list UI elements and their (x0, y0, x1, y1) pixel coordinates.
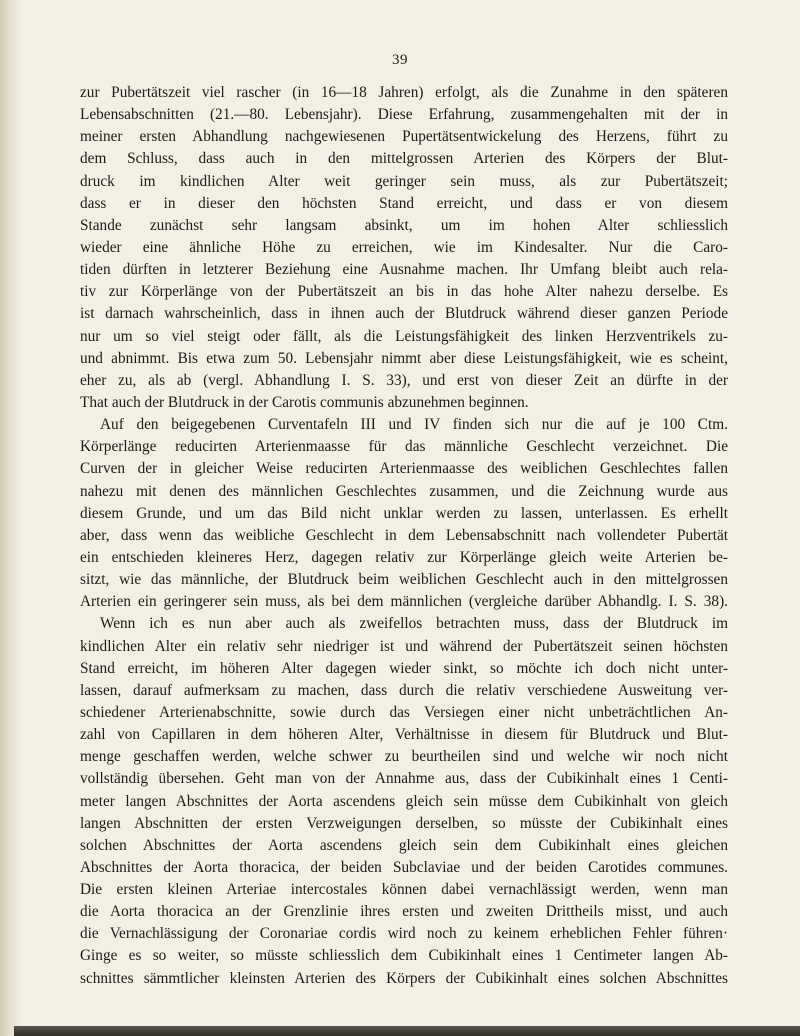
text-line: Wenn ich es nun aber auch als zweifellos betrachten muss, dass der Blutdruck im (100, 615, 728, 633)
text-line: zahl von Capillaren in dem höheren Alter, Verhältnisse in diesem für Blutdruck und Blut- (80, 726, 728, 744)
text-line: nahezu mit denen des männlichen Geschlechtes zusammen, und die Zeichnung wurde aus (80, 482, 728, 500)
page-bottom-edge (14, 1026, 800, 1036)
text-line: Stande zunächst sehr langsam absinkt, um im hohen Alter schliesslich (80, 216, 728, 234)
text-line: Stand erreicht, im höheren Alter dagegen wieder sinkt, so möchte ich doch nicht unter- (80, 659, 728, 677)
text-line: Die ersten kleinen Arteriae intercostales können dabei vernachlässigt werden, wenn man (80, 881, 728, 899)
body-text (80, 82, 728, 990)
text-line: die Aorta thoracica an der Grenzlinie ihres ersten und zweiten Drittheils misst, und auch (80, 903, 728, 921)
text-line: schiedener Arterienabschnitte, sowie durch das Versiegen einer nicht unbeträchtlichen An- (80, 703, 728, 721)
text-line: kindlichen Alter ein relativ sehr niedriger ist und während der Pubertätszeit seinen höchsten (80, 637, 728, 655)
text-line: langen Abschnitten der ersten Verzweigungen derselben, so müsste der Cubikinhalt eines (80, 814, 728, 832)
text-line: aber, dass wenn das weibliche Geschlecht in dem Lebensabschnitt nach vollendeter Pubertät (80, 526, 728, 544)
page-gutter-shadow (0, 0, 22, 1036)
text-line: ein entschieden kleineres Herz, dagegen relativ zur Körperlänge gleich weite Arterien be- (80, 548, 728, 566)
text-line: schnittes sämmtlicher kleinsten Arterien des Körpers der Cubikinhalt eines solchen Abschnittes (80, 969, 728, 987)
text-line: Arterien ein geringerer sein muss, als bei dem männlichen (vergleiche darüber Abhandlg. I. S. 38). (80, 593, 728, 611)
text-line: Abschnittes der Aorta thoracica, der beiden Subclaviae und der beiden Carotides communes. (80, 858, 728, 876)
text-line: solchen Abschnittes der Aorta ascendens gleich sein dem Cubikinhalt eines gleichen (80, 836, 728, 854)
text-line: druck im kindlichen Alter weit geringer sein muss, als zur Pubertätszeit; (80, 172, 728, 190)
text-line: diesem Grunde, und um das Bild nicht unklar werden zu lassen, unterlassen. Es erhellt (80, 504, 728, 522)
text-line: tiv zur Körperlänge von der Pubertätszeit an bis in das hohe Alter nahezu derselbe. Es (80, 283, 728, 301)
text-line: eher zu, als ab (vergl. Abhandlung I. S. 33), und erst von dieser Zeit an dürfte in der (80, 371, 728, 389)
text-line: sitzt, wie das männliche, der Blutdruck beim weiblichen Geschlecht auch in den mittelgrossen (80, 571, 728, 589)
text-line: dass er in dieser den höchsten Stand erreicht, und dass er von diesem (80, 194, 728, 212)
text-line: meter langen Abschnittes der Aorta ascendens gleich sein müsse dem Cubikinhalt von gleich (80, 792, 728, 810)
text-line: That auch der Blutdruck in der Carotis communis abzunehmen beginnen. (80, 393, 529, 411)
text-line: wieder eine ähnliche Höhe zu erreichen, wie im Kindesalter. Nur die Caro- (80, 238, 728, 256)
text-line: meiner ersten Abhandlung nachgewiesenen Pupertätsentwickelung des Herzens, führt zu (80, 128, 728, 146)
text-line: Auf den beigegebenen Curventafeln III und IV finden sich nur die auf je 100 Ctm. (100, 416, 728, 434)
text-line: zur Pubertätszeit viel rascher (in 16—18 Jahren) erfolgt, als die Zunahme in den späteren (80, 84, 728, 101)
text-line: vollständig übersehen. Geht man von der Annahme aus, dass der Cubikinhalt eines 1 Centi- (80, 770, 728, 788)
page-number: 39 (392, 52, 408, 68)
text-line: Ginge es so weiter, so müsste schliesslich dem Cubikinhalt eines 1 Centimeter langen Ab- (80, 947, 728, 965)
text-line: lassen, darauf aufmerksam zu machen, dass durch die relativ verschiedene Ausweitung ver- (80, 681, 728, 699)
text-line: ist darnach wahrscheinlich, dass in ihnen auch der Blutdruck während dieser ganzen Periode (80, 305, 728, 323)
text-line: und abnimmt. Bis etwa zum 50. Lebensjahr nimmt aber diese Leistungsfähigkeit, wie es scheint, (80, 349, 728, 367)
text-line: nur um so viel steigt oder fällt, als die Leistungsfähigkeit des linken Herzventrikels zu- (80, 327, 728, 345)
text-line: Lebensabschnitten (21.—80. Lebensjahr). Diese Erfahrung, zusammengehalten mit der in (80, 106, 728, 124)
text-line: die Vernachlässigung der Coronariae cordis wird noch zu keinem erheblichen Fehler führen· (80, 925, 728, 943)
text-line: Körperlänge reducirten Arterienmaasse für das männliche Geschlecht verzeichnet. Die (80, 438, 728, 456)
text-line: dem Schluss, dass auch in den mittelgrossen Arterien des Körpers der Blut- (80, 150, 728, 168)
text-line: tiden dürften in letzterer Beziehung eine Ausnahme machen. Ihr Umfang bleibt auch rela- (80, 261, 728, 279)
text-line: Curven der in gleicher Weise reducirten Arterienmaasse des weiblichen Geschlechtes fallen (80, 460, 728, 478)
text-line: menge geschaffen werden, welche schwer zu beurtheilen sind und welche wir noch nicht (80, 748, 728, 766)
